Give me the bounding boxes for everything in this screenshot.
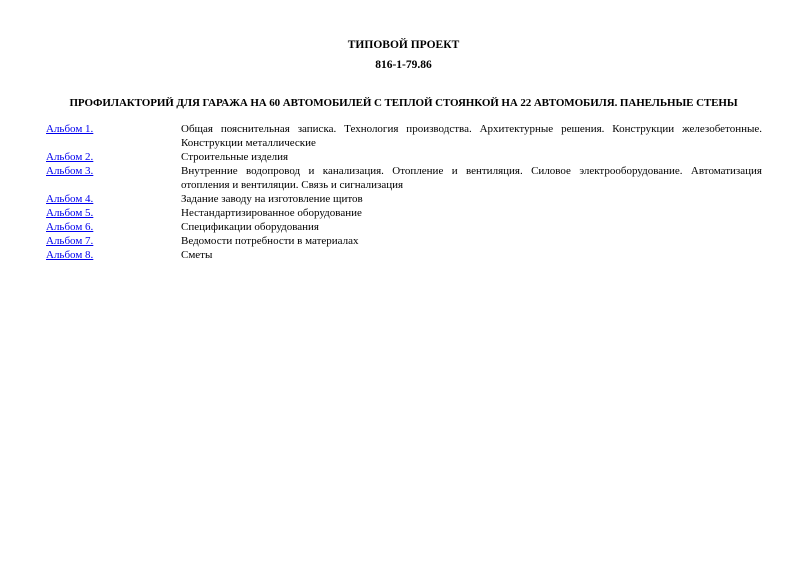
album-row — [46, 206, 762, 220]
album-row — [46, 164, 762, 192]
album-row — [46, 234, 762, 248]
album-8-description: Сметы — [181, 249, 213, 261]
album-2-description: Строительные изделия — [181, 151, 289, 163]
album-row — [46, 220, 762, 234]
album-1-link[interactable]: Альбом 1. — [46, 123, 94, 135]
album-row — [46, 248, 762, 262]
album-4-description: Задание заводу на изготовление щитов — [181, 193, 363, 205]
album-5-description: Нестандартизированное оборудование — [181, 207, 362, 219]
album-row — [46, 192, 762, 206]
album-list — [46, 122, 762, 262]
album-7-link[interactable]: Альбом 7. — [46, 235, 94, 247]
album-row — [46, 150, 762, 164]
project-title-heading: ПРОФИЛАКТОРИЙ ДЛЯ ГАРАЖА НА 60 АВТОМОБИЛЕЙ С ТЕПЛОЙ СТОЯНКОЙ НА 22 АВТОМОБИЛЯ. ПАНЕЛЬНЫЕ СТЕНЫ — [69, 97, 738, 109]
album-1-description: Общая пояснительная записка. Технология производства. Архитектурные решения. Конструкции железобетонные. Конструкции металлические — [181, 123, 762, 149]
album-6-link[interactable]: Альбом 6. — [46, 221, 94, 233]
project-code-heading: 816-1-79.86 — [375, 59, 432, 71]
album-7-description: Ведомости потребности в материалах — [181, 235, 359, 247]
album-5-link[interactable]: Альбом 5. — [46, 207, 94, 219]
album-3-link[interactable]: Альбом 3. — [46, 165, 94, 177]
album-row — [46, 122, 762, 150]
album-4-link[interactable]: Альбом 4. — [46, 193, 94, 205]
album-6-description: Спецификации оборудования — [181, 221, 319, 233]
album-8-link[interactable]: Альбом 8. — [46, 249, 94, 261]
album-2-link[interactable]: Альбом 2. — [46, 151, 94, 163]
document-type-heading: ТИПОВОЙ ПРОЕКТ — [347, 39, 460, 51]
album-3-description: Внутренние водопровод и канализация. Отопление и вентиляция. Силовое электрооборудование. Автоматизация отопления и вентиляции. Связь и сигнализация — [181, 165, 762, 191]
